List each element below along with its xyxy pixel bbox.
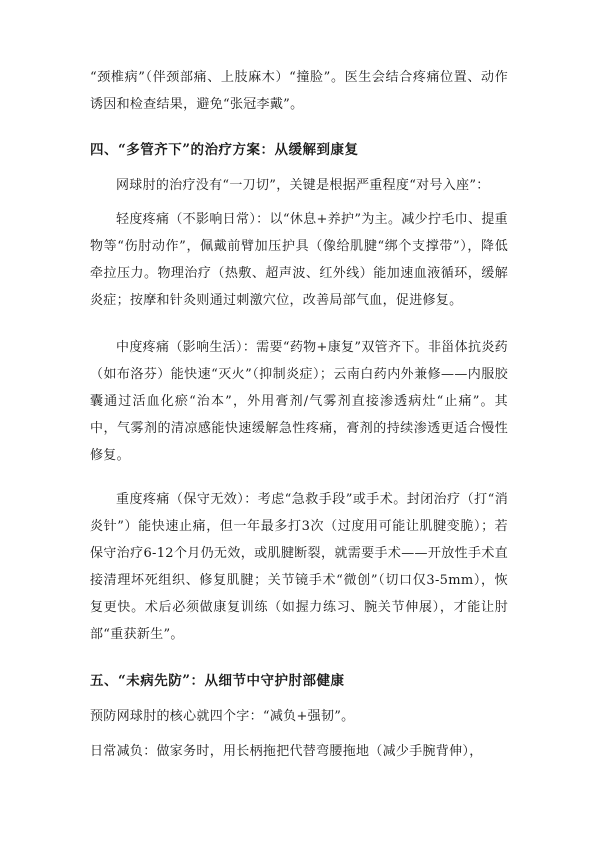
paragraph-daily-load-reduction: 日常减负：做家务时，用长柄拖把代替弯腰拖地（减少手腕背伸）， xyxy=(90,744,483,759)
section-heading-5: 五、“未病先防”：从细节中守护肘部健康 xyxy=(90,673,345,689)
paragraph-treatment-intro: 网球肘的治疗没有“一刀切”，关键是根据严重程度“对号入座”： xyxy=(116,178,490,193)
paragraph-cervical-note: “颈椎病”（伴颈部痛、上肢麻木）“撞脸”。医生会结合疼痛位置、动作诱因和检查结果，避免“张冠李戴”。 xyxy=(90,70,508,112)
paragraph-severe-pain: 重度疼痛（保守无效）：考虑“急救手段”或手术。封闭治疗（打“消炎针”）能快速止痛，但一年最多打3次（过度用可能让肌腱变脆）；若保守治疗6-12个月仍无效，或肌腱断裂，就需要手术——开放性手术直接清理坏死组织、修复肌腱；关节镜手术“微创”（切口仅3-5mm），恢复更快。术后必须做康复训练（如握力练习、腕关节伸展），才能让肘部“重获新生”。 xyxy=(90,492,508,642)
section-heading-4: 四、“多管齐下”的治疗方案：从缓解到康复 xyxy=(90,142,359,158)
paragraph-mild-pain: 轻度疼痛（不影响日常）：以“休息+养护”为主。减少拧毛巾、提重物等“伤肘动作”，佩戴前臂加压护具（像给肌腱“绑个支撑带”），降低牵拉压力。物理治疗（热敷、超声波、红外线）能加速血液循环，缓解炎症；按摩和针灸则通过刺激穴位，改善局部气血，促进修复。 xyxy=(90,212,508,308)
paragraph-moderate-pain: 中度疼痛（影响生活）：需要“药物+康复”双管齐下。非甾体抗炎药（如布洛芬）能快速“灭火”（抑制炎症）；云南白药内外兼修——内服胶囊通过活血化瘀“治本”，外用膏剂/气雾剂直接渗透病灶“止痛”。其中，气雾剂的清凉感能快速缓解急性疼痛，膏剂的持续渗透更适合慢性修复。 xyxy=(90,340,508,463)
paragraph-prevention-core: 预防网球肘的核心就四个字：“减负+强韧”。 xyxy=(90,709,355,724)
